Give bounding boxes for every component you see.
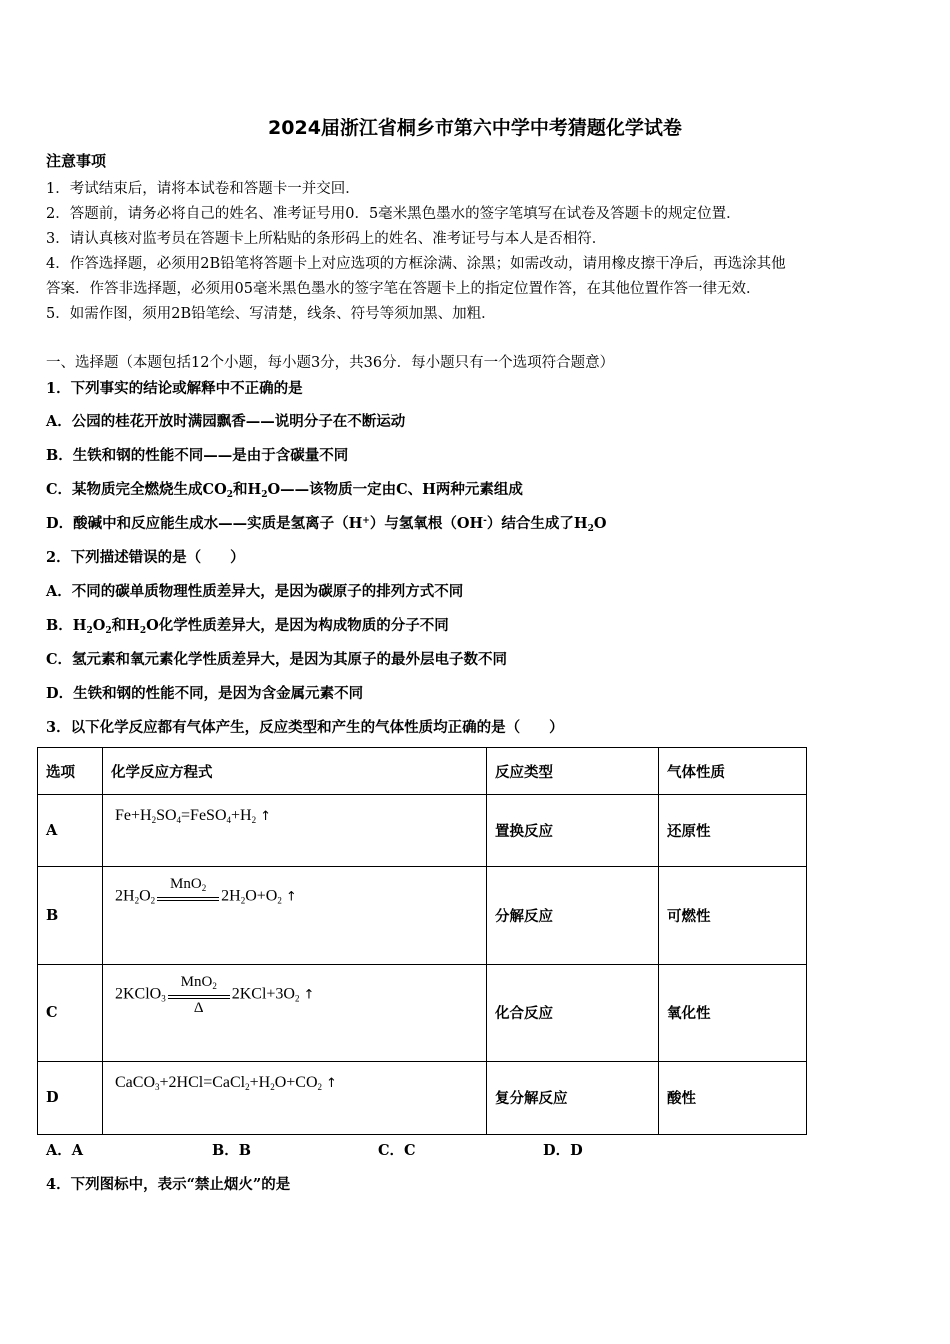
notice-item: 4．作答选择题，必须用2B铅笔将答题卡上对应选项的方框涂满、涂黑；如需改动，请用橡皮擦干净后，再选涂其他 xyxy=(46,256,786,272)
table-header-row xyxy=(38,748,807,795)
question-3-stem: 3．以下化学反应都有气体产生，反应类型和产生的气体性质均正确的是（ ） xyxy=(46,719,564,736)
question-2-option-b: B．$H_2O_2$和$H_2O$化学性质差异大，是因为构成物质的分子不同 xyxy=(46,617,449,636)
question-2-option-d: D．生铁和钢的性能不同，是因为含金属元素不同 xyxy=(46,685,364,702)
notice-item: 2．答题前，请务必将自己的姓名、准考证号用0．5毫米黑色墨水的签字笔填写在试卷及答题卡的规定位置． xyxy=(46,206,741,222)
row-gas-property: 酸性 xyxy=(659,1061,807,1134)
question-1-option-d: D．酸碱中和反应能生成水——实质是氢离子（H+）与氢氧根（OH-）结合生成了$H_2O$ xyxy=(46,515,607,534)
page-title: 2024届浙江省桐乡市第六中学中考猜题化学试卷 xyxy=(268,117,682,139)
row-reaction-type: 化合反应 xyxy=(487,964,659,1061)
reaction-table xyxy=(37,747,807,1135)
equation-a: $Fe+H_2SO_4=FeSO_4+H_2$ ↑ xyxy=(103,795,487,867)
question-2-option-a: A．不同的碳单质物理性质差异大，是因为碳原子的排列方式不同 xyxy=(46,583,464,600)
question-1-option-c: C．某物质完全燃烧生成$CO_2$和$H_2O——$该物质一定由C、H两种元素组成 xyxy=(46,481,523,500)
table-row xyxy=(38,867,807,964)
question-2-option-c: C．氢元素和氧元素化学性质差异大，是因为其原子的最外层电子数不同 xyxy=(46,651,508,668)
table-row xyxy=(38,964,807,1061)
header-equation: 化学反应方程式 xyxy=(103,748,487,795)
gas-arrow-icon: ↑ xyxy=(326,1075,337,1091)
notice-item: 1．考试结束后，请将本试卷和答题卡一并交回． xyxy=(46,181,360,197)
question-3-choice-c: C．C xyxy=(378,1142,416,1159)
row-option: C xyxy=(38,964,103,1061)
section-heading: 一、选择题（本题包括12个小题，每小题3分，共36分．每小题只有一个选项符合题意） xyxy=(46,355,615,371)
row-gas-property: 可燃性 xyxy=(659,867,807,964)
question-4-stem: 4．下列图标中，表示“禁止烟火”的是 xyxy=(46,1176,291,1193)
table-row xyxy=(38,1061,807,1134)
equation-b: $2H_2O_2$ MnO$_2$ $2H_2O+O_2$ ↑ xyxy=(103,867,487,964)
question-3-choice-a: A．A xyxy=(46,1142,84,1159)
notice-item: 3．请认真核对监考员在答题卡上所粘贴的条形码上的姓名、准考证号与本人是否相符． xyxy=(46,231,607,247)
row-reaction-type: 置换反应 xyxy=(487,795,659,867)
row-option: A xyxy=(38,795,103,867)
notice-item: 5．如需作图，须用2B铅笔绘、写清楚，线条、符号等须加黑、加粗． xyxy=(46,306,496,322)
header-gas-property: 气体性质 xyxy=(659,748,807,795)
row-option: B xyxy=(38,867,103,964)
row-gas-property: 还原性 xyxy=(659,795,807,867)
row-reaction-type: 分解反应 xyxy=(487,867,659,964)
question-2-stem: 2．下列描述错误的是（ ） xyxy=(46,549,245,566)
notice-item: 答案．作答非选择题，必须用05毫米黑色墨水的签字笔在答题卡上的指定位置作答，在其他位置作答一律无效． xyxy=(46,281,761,297)
row-gas-property: 氧化性 xyxy=(659,964,807,1061)
table-row xyxy=(38,795,807,867)
question-1-option-a: A．公园的桂花开放时满园飘香——说明分子在不断运动 xyxy=(46,413,406,430)
gas-arrow-icon: ↑ xyxy=(260,809,271,825)
equation-c: 2KClO$_3$ $\frac{MnO_2}{\Delta}$ $2KCl+3O_2$ ↑ xyxy=(103,964,487,1061)
header-reaction-type: 反应类型 xyxy=(487,748,659,795)
question-1-stem: 1．下列事实的结论或解释中不正确的是 xyxy=(46,380,303,397)
notice-heading: 注意事项 xyxy=(46,152,107,170)
row-option: D xyxy=(38,1061,103,1134)
question-3-choice-b: B．B xyxy=(212,1142,252,1159)
header-option: 选项 xyxy=(38,748,103,795)
gas-arrow-icon: ↑ xyxy=(285,889,297,905)
question-1-option-b: B．生铁和钢的性能不同——是由于含碳量不同 xyxy=(46,447,349,464)
gas-arrow-icon: ↑ xyxy=(303,987,315,1003)
equation-d: $CaCO_3+2HCl=CaCl_2+H_2O+CO_2$ ↑ xyxy=(103,1061,487,1134)
question-3-choice-d: D．D xyxy=(543,1142,583,1159)
row-reaction-type: 复分解反应 xyxy=(487,1061,659,1134)
